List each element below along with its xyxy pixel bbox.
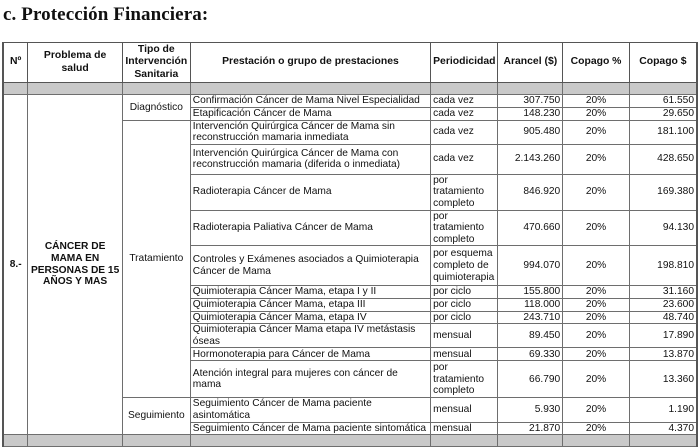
cell-copago-monto: 169.380	[629, 174, 697, 210]
cell-periodicidad: por ciclo	[431, 311, 498, 324]
cell-prestacion: Quimioterapia Cáncer Mama, etapa I y II	[190, 286, 430, 299]
cell-copago-pct: 20%	[563, 95, 630, 108]
cell-copago-pct: 20%	[563, 120, 630, 144]
problem-name: CÁNCER DE MAMA EN PERSONAS DE 15 AÑOS Y MAS	[28, 95, 122, 435]
cell-arancel: 148.230	[498, 108, 563, 121]
cell-arancel: 307.750	[498, 95, 563, 108]
cell-prestacion: Intervención Quirúrgica Cáncer de Mama sin reconstrucción mamaria inmediata	[190, 120, 430, 144]
header-periodicidad: Periodicidad	[431, 43, 498, 83]
cell-copago-pct: 20%	[563, 144, 630, 174]
cell-prestacion: Confirmación Cáncer de Mama Nivel Especialidad	[190, 95, 430, 108]
cell-periodicidad: mensual	[431, 348, 498, 361]
header-problema: Problema de salud	[28, 43, 122, 83]
header-copago-pct: Copago %	[563, 43, 630, 83]
cell-arancel: 118.000	[498, 298, 563, 311]
cell-copago-monto: 17.890	[629, 324, 697, 348]
cell-copago-pct: 20%	[563, 286, 630, 299]
cell-prestacion: Controles y Exámenes asociados a Quimioterapia Cáncer de Mama	[190, 246, 430, 286]
cell-arancel: 5.930	[498, 398, 563, 422]
header-prestacion: Prestación o grupo de prestaciones	[190, 43, 430, 83]
cell-prestacion: Intervención Quirúrgica Cáncer de Mama con reconstrucción mamaria (diferida o inmediata)	[190, 144, 430, 174]
cell-prestacion: Quimioterapia Cáncer Mama, etapa III	[190, 298, 430, 311]
cell-copago-monto: 23.600	[629, 298, 697, 311]
cell-prestacion: Radioterapia Cáncer de Mama	[190, 174, 430, 210]
cell-copago-monto: 94.130	[629, 210, 697, 246]
group-seguimiento: Seguimiento	[122, 398, 190, 435]
header-tipo: Tipo de Intervención Sanitaria	[122, 43, 190, 83]
cell-prestacion: Etapificación Cáncer de Mama	[190, 108, 430, 121]
cell-copago-pct: 20%	[563, 398, 630, 422]
cell-arancel: 69.330	[498, 348, 563, 361]
cell-prestacion: Seguimiento Cáncer de Mama paciente asintomática	[190, 398, 430, 422]
cell-periodicidad: por ciclo	[431, 286, 498, 299]
header-row	[3, 43, 697, 83]
cell-arancel: 905.480	[498, 120, 563, 144]
cell-arancel: 89.450	[498, 324, 563, 348]
cell-copago-pct: 20%	[563, 174, 630, 210]
cell-arancel: 243.710	[498, 311, 563, 324]
cell-copago-pct: 20%	[563, 361, 630, 398]
cell-copago-pct: 20%	[563, 348, 630, 361]
cell-prestacion: Seguimiento Cáncer de Mama paciente sintomática	[190, 422, 430, 435]
cell-arancel: 21.870	[498, 422, 563, 435]
header-arancel: Arancel ($)	[498, 43, 563, 83]
problem-number: 8.-	[3, 95, 28, 435]
cell-periodicidad: por esquema completo de quimioterapia	[431, 246, 498, 286]
cell-arancel: 155.800	[498, 286, 563, 299]
cell-copago-pct: 20%	[563, 246, 630, 286]
header-copago-monto: Copago $	[629, 43, 697, 83]
cell-prestacion: Atención integral para mujeres con cáncer de mama	[190, 361, 430, 398]
cell-copago-monto: 1.190	[629, 398, 697, 422]
cell-arancel: 846.920	[498, 174, 563, 210]
cell-copago-monto: 198.810	[629, 246, 697, 286]
cell-arancel: 470.660	[498, 210, 563, 246]
cell-periodicidad: cada vez	[431, 120, 498, 144]
cell-arancel: 66.790	[498, 361, 563, 398]
cell-copago-monto: 61.550	[629, 95, 697, 108]
cell-periodicidad: mensual	[431, 398, 498, 422]
cell-periodicidad: por ciclo	[431, 298, 498, 311]
cell-periodicidad: cada vez	[431, 95, 498, 108]
cell-copago-monto: 29.650	[629, 108, 697, 121]
cell-copago-monto: 428.650	[629, 144, 697, 174]
cell-arancel: 994.070	[498, 246, 563, 286]
table-row	[3, 95, 697, 108]
cell-periodicidad: por tratamiento completo	[431, 210, 498, 246]
group-tratamiento: Tratamiento	[122, 120, 190, 398]
cell-copago-pct: 20%	[563, 210, 630, 246]
cell-periodicidad: mensual	[431, 324, 498, 348]
cell-prestacion: Hormonoterapia para Cáncer de Mama	[190, 348, 430, 361]
spacer-row-bottom	[3, 435, 697, 447]
cell-copago-monto: 31.160	[629, 286, 697, 299]
cell-periodicidad: cada vez	[431, 108, 498, 121]
cell-copago-monto: 4.370	[629, 422, 697, 435]
cell-copago-pct: 20%	[563, 108, 630, 121]
cell-copago-monto: 13.360	[629, 361, 697, 398]
group-diagnostico: Diagnóstico	[122, 95, 190, 121]
cell-copago-pct: 20%	[563, 298, 630, 311]
cell-arancel: 2.143.260	[498, 144, 563, 174]
cell-copago-monto: 181.100	[629, 120, 697, 144]
cell-copago-pct: 20%	[563, 422, 630, 435]
cell-periodicidad: mensual	[431, 422, 498, 435]
cell-copago-monto: 13.870	[629, 348, 697, 361]
cell-prestacion: Quimioterapia Cáncer Mama etapa IV metástasis óseas	[190, 324, 430, 348]
cell-copago-pct: 20%	[563, 324, 630, 348]
cell-periodicidad: cada vez	[431, 144, 498, 174]
cell-prestacion: Quimioterapia Cáncer Mama, etapa IV	[190, 311, 430, 324]
header-n: Nº	[3, 43, 28, 83]
cell-prestacion: Radioterapia Paliativa Cáncer de Mama	[190, 210, 430, 246]
financial-protection-table	[2, 42, 698, 447]
section-title: c. Protección Financiera:	[3, 4, 209, 25]
cell-copago-monto: 48.740	[629, 311, 697, 324]
cell-periodicidad: por tratamiento completo	[431, 361, 498, 398]
cell-periodicidad: por tratamiento completo	[431, 174, 498, 210]
cell-copago-pct: 20%	[563, 311, 630, 324]
spacer-row	[3, 83, 697, 95]
